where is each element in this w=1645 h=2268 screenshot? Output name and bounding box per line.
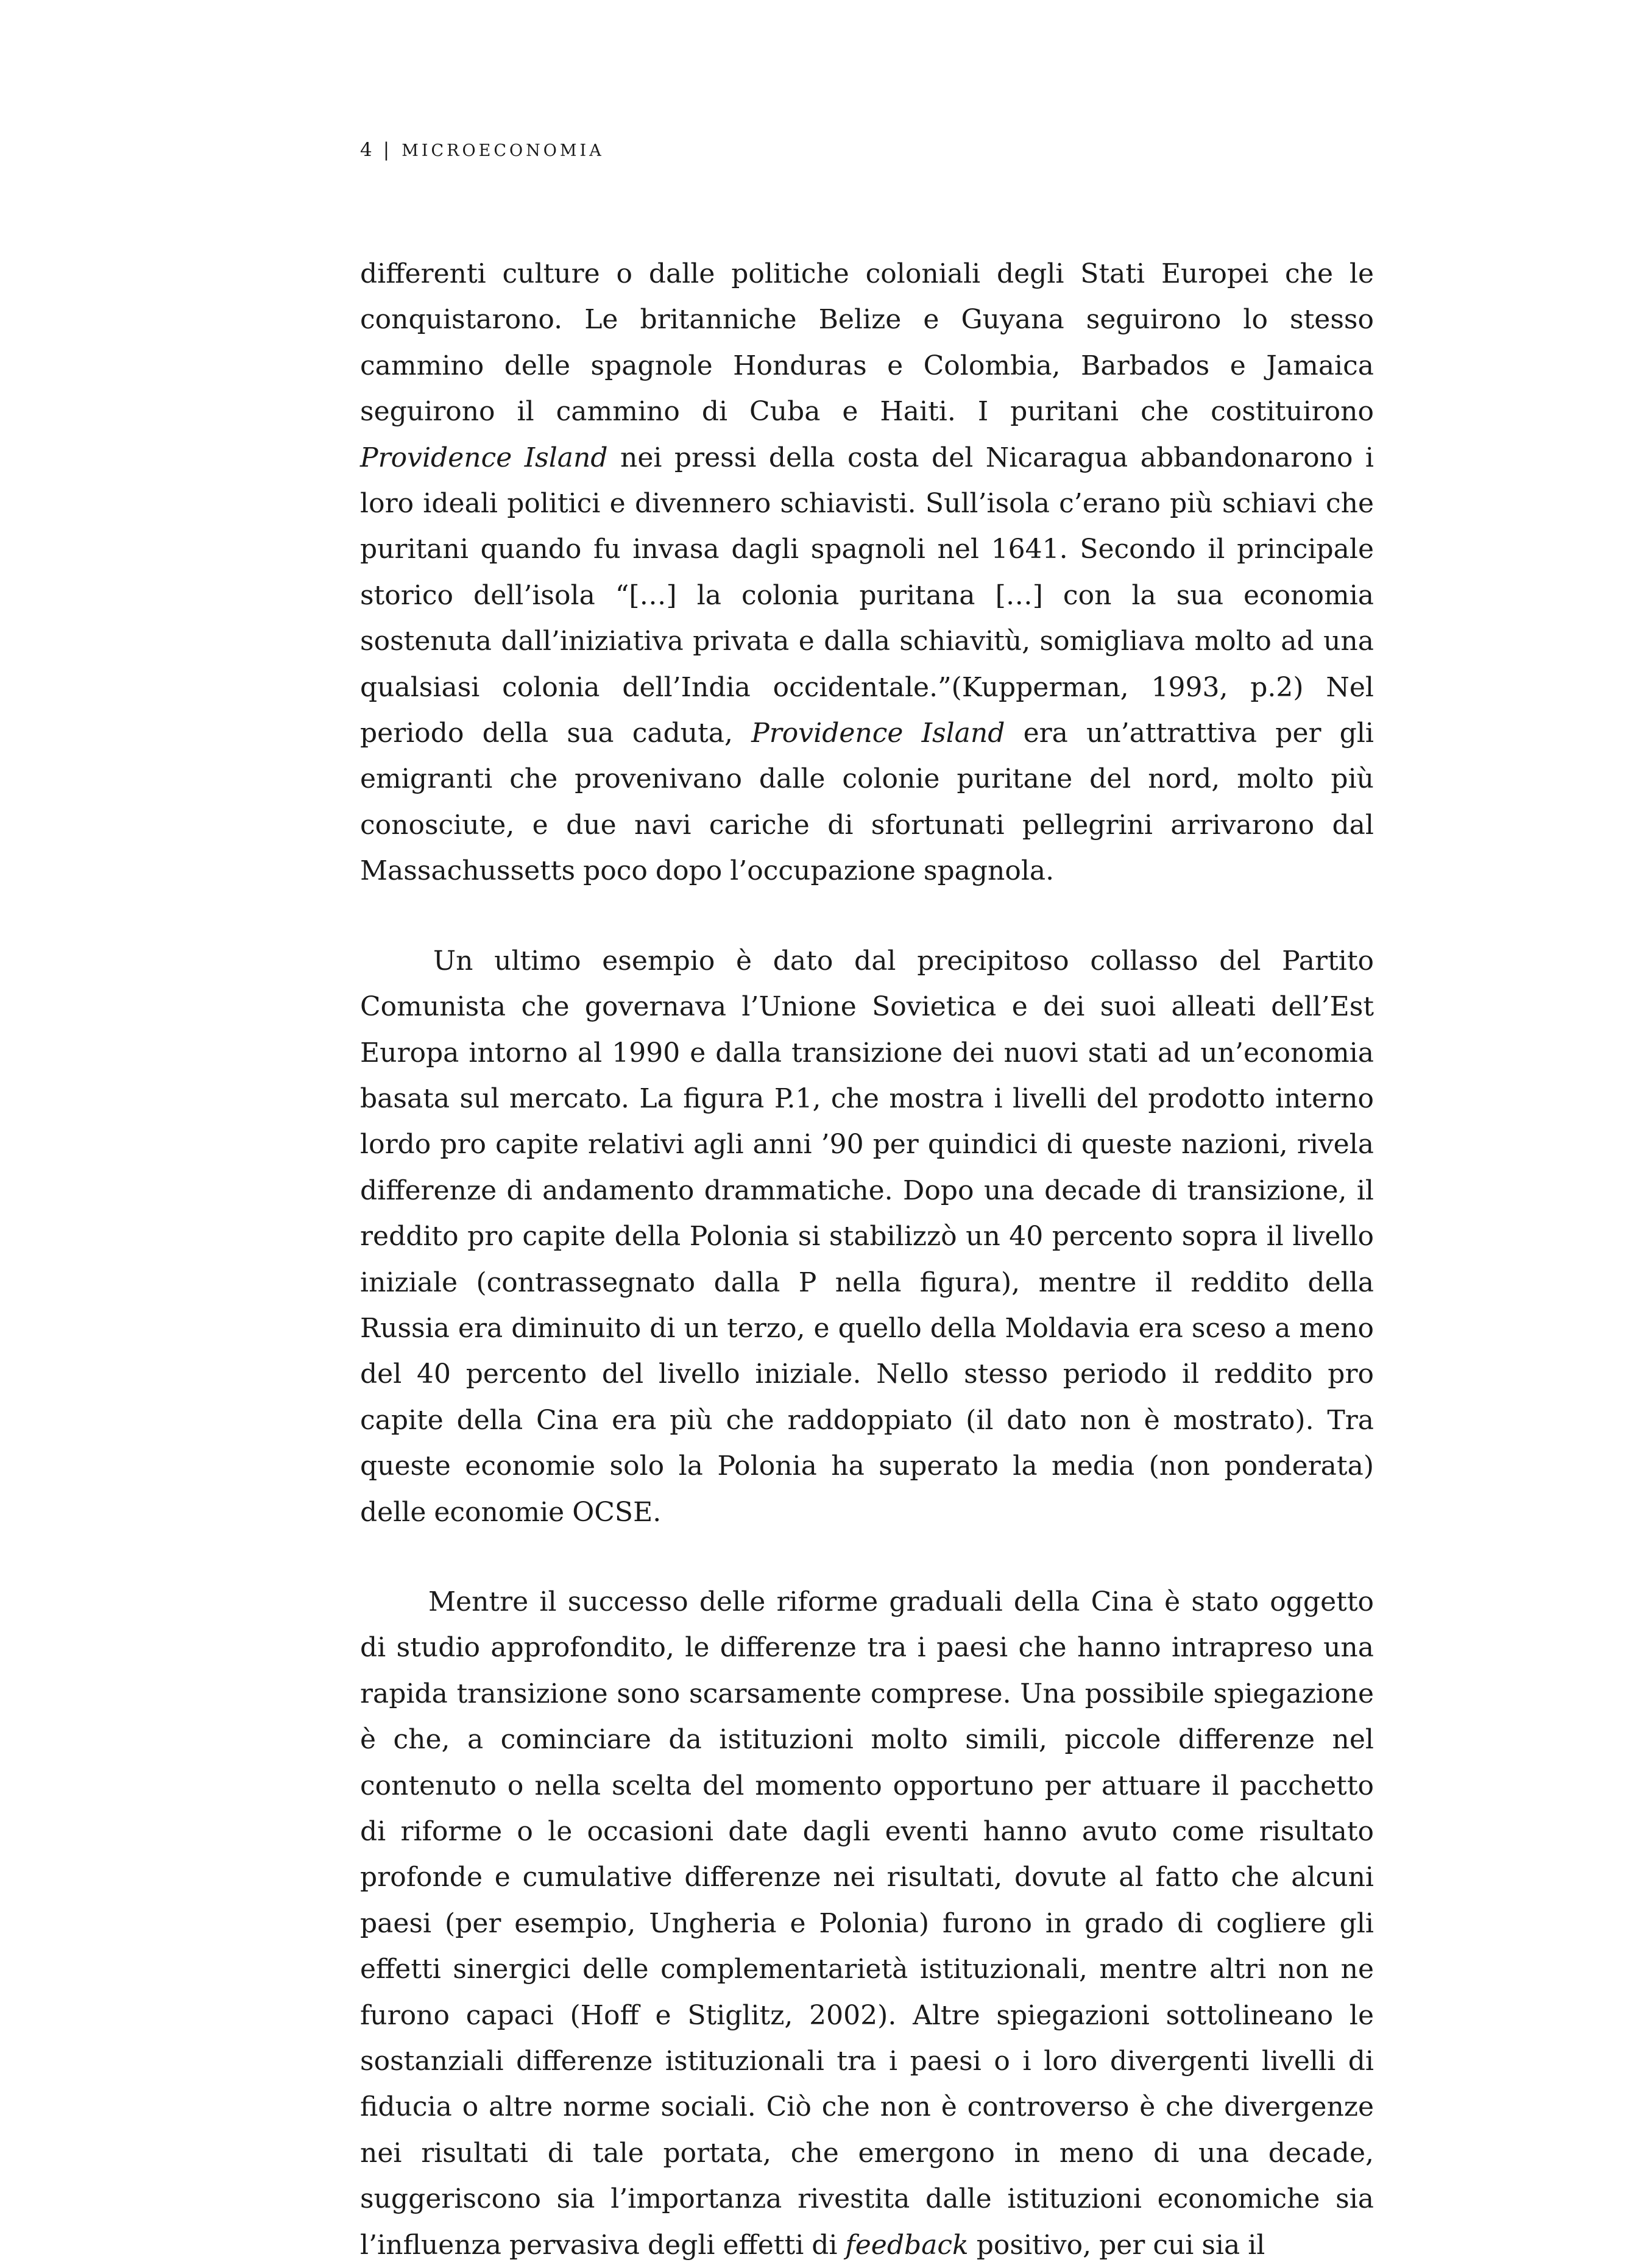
- paragraph-providence-island: [360, 251, 1374, 894]
- paragraph-china-reforms: [360, 1579, 1374, 2268]
- text-run: Un ultimo esempio è dato dal precipitoso collasso del Partito Comunista che governava l’Unione Sovietica e dei suoi alleati dell’Est Europa intorno al 1990 e dalla transizione dei nuovi stati ad un’economia basata sul mercato. La figura P.1, che mostra i livelli del prodotto interno lordo pro capite relativi agli anni ’90 per quindici di queste nazioni, rivela differenze di andamento drammatiche. Dopo una decade di transizione, il reddito pro capite della Polonia si stabilizzò un 40 percento sopra il livello iniziale (contrassegnato dalla P nella figura), mentre il reddito della Russia era diminuito di un terzo, e quello della Moldavia era sceso a meno del 40 percento del livello iniziale. Nello stesso periodo il reddito pro capite della Cina era più che raddoppiato (il dato non è mostrato). Tra queste economie solo la Polonia ha superato la media (non ponderata) delle economie OCSE.: [360, 945, 1374, 1528]
- text-run: nei pressi della costa del Nicaragua abbandonarono i loro ideali politici e divennero schiavisti. Sull’isola c’erano più schiavi che puritani quando fu invasa dagli spagnoli nel 1641. Secondo il principale storico dell’isola “[…] la colonia puritana […] con la sua economia sostenuta dall’iniziativa privata e dalla schiavitù, somigliava molto ad una qualsiasi colonia dell’India occidentale.”(Kupperman, 1993, p.2) Nel periodo della sua caduta,: [360, 442, 1374, 749]
- running-title: MICROECONOMIA: [402, 141, 604, 160]
- body-text: [360, 251, 1374, 2268]
- header-separator: |: [383, 139, 392, 161]
- text-run: positivo, per cui sia il: [968, 2229, 1265, 2261]
- italic-text-run: Providence Island: [360, 442, 608, 473]
- text-run: era un’attrattiva per gli emigranti che provenivano dalle colonie puritane del nord, molto più conosciute, e due navi cariche di sfortunati pellegrini arrivarono dal Massachussetts poco dopo l’occupazione spagnola.: [360, 718, 1374, 887]
- paragraph-soviet-transition: [360, 938, 1374, 1535]
- italic-text-run: Providence Island: [751, 718, 1005, 749]
- running-header: [360, 138, 604, 163]
- text-run: differenti culture o dalle politiche coloniali degli Stati Europei che le conquistarono. Le britanniche Belize e Guyana seguirono lo stesso cammino delle spagnole Honduras e Colombia, Barbados e Jamaica seguirono il cammino di Cuba e Haiti. I puritani che costituirono: [360, 258, 1374, 428]
- page-number: 4: [360, 139, 375, 161]
- text-run: Mentre il successo delle riforme graduali della Cina è stato oggetto di studio approfondito, le differenze tra i paesi che hanno intrapreso una rapida transizione sono scarsamente comprese. Una possibile spiegazione è che, a cominciare da istituzioni molto simili, piccole differenze nel contenuto o nella scelta del momento opportuno per attuare il pacchetto di riforme o le occasioni date dagli eventi hanno avuto come risultato profonde e cumulative differenze nei risultati, dovute al fatto che alcuni paesi (per esempio, Ungheria e Polonia) furono in grado di cogliere gli effetti sinergici delle complementarietà istituzionali, mentre altri non ne furono capaci (Hoff e Stiglitz, 2002). Altre spiegazioni sottolineano le sostanziali differenze istituzionali tra i paesi o i loro divergenti livelli di fiducia o altre norme sociali. Ciò che non è controverso è che divergenze nei risultati di tale portata, che emergono in meno di una decade, suggeriscono sia l’importanza rivestita dalle istituzioni economiche sia l’influenza pervasiva degli effetti di: [360, 1586, 1374, 2261]
- italic-text-run: feedback: [845, 2229, 969, 2261]
